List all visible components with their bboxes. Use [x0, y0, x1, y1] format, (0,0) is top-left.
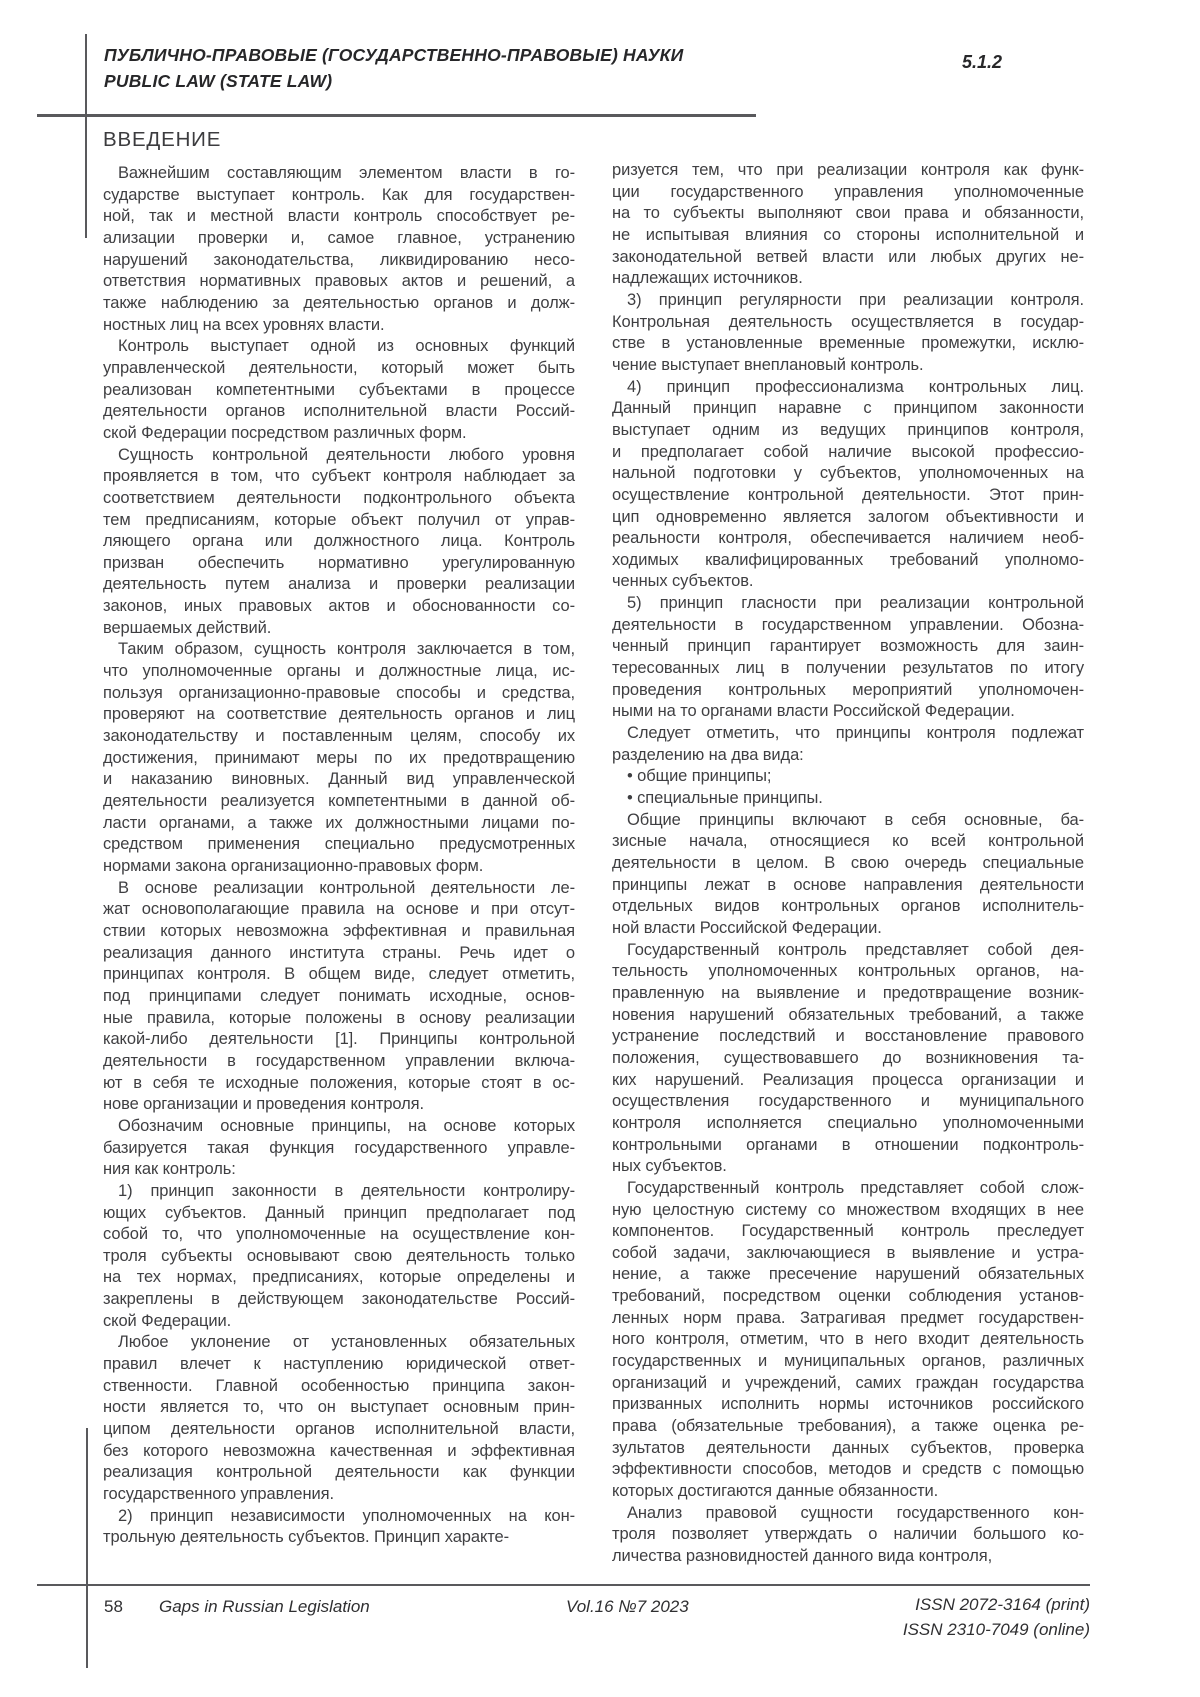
paragraph: Контроль выступает одной из основных функций управленческой деятельности, который может быть реализован компетентными субъектами в процессе деятельности органов исполнительной власти Россий- ской Федерации посредством различных форм.: [103, 337, 575, 442]
paragraph: Анализ правовой сущности государственного кон- троля позволяет утверждать о наличии большого ко- личества разновидностей данного вида контроля,: [612, 1503, 1084, 1565]
footer-divider-rule: [37, 1584, 1090, 1586]
bullet-item: • общие принципы;: [627, 767, 772, 786]
left-margin-rule-top: [85, 34, 87, 238]
left-margin-rule-bottom: [86, 1428, 88, 1668]
page-number: 58: [104, 1597, 123, 1616]
issn-block: [903, 1592, 1090, 1642]
paragraph: Любое уклонение от установленных обязательных правил влечет к наступлению юридической ответ- ственности. Главной особенностью принципа закон- ности является то, что он выступает основным прин- ципом деятельности органов исполнительной власти, без которого невозможна качественная и эффективная реализация контрольной деятельности как функции государственного управления.: [103, 1333, 575, 1504]
right-column: [612, 160, 1084, 1568]
paragraph: Государственный контроль представляет собой дея- тельность уполномоченных контрольных органов, на- правленную на выявление и предотвращение возник- новения нарушений обязательных требований, а также устранение последствий и восстановление правового положения, существовавшего до возникновения та- ких нарушений. Реализация процесса организации и осуществления государственного и муниципального контроля исполняется специально уполномоченными контрольными органами в отношении подконтроль- ных субъектов.: [612, 940, 1084, 1176]
header-divider-rule: [37, 114, 756, 117]
journal-name: Gaps in Russian Legislation: [159, 1597, 370, 1616]
issn-print: ISSN 2072-3164 (print): [915, 1595, 1090, 1614]
paragraph: В основе реализации контрольной деятельности ле- жат основополагающие правила на основе и при отсут- ствии которых невозможна эффективная и правильная реализация данного института страны. Речь идет о принципах контроля. В общем виде, следует отметить, под принципами следует понимать исходные, основ- ные правила, которые положены в основу реализации какой-либо деятельности [1]. Принципы контрольной деятельности в государственном управлении включа- ют в себя те исходные положения, которые стоят в ос- нове организации и проведения контроля.: [103, 878, 575, 1114]
paragraph: Таким образом, сущность контроля заключается в том, что уполномоченные органы и должностные лица, ис- пользуя организационно-правовые способы и средства, проверяют на соответствие деятельность органов и лиц законодательству и поставленным целям, способу их достижения, принимают меры по их предотвращению и наказанию виновных. Данный вид управленческой деятельности реализуется компетентными в данной об- ласти органами, а также их должностными лицами по- средством применения специально предусмотренных нормами закона организационно-правовых форм.: [103, 640, 575, 875]
running-header: [104, 42, 683, 94]
bullet-item: • специальные принципы.: [627, 789, 823, 808]
paragraph: Важнейшим составляющим элементом власти в го- сударстве выступает контроль. Как для государствен- ной, так и местной власти контроль способствует ре- ализации проверки и, самое главное, устранению нарушений законодательства, ликвидированию несо- ответствия нормативных правовых актов и решений, а также наблюдению за деятельностью органов и долж- ностных лиц на всех уровнях власти.: [103, 164, 575, 334]
paragraph: 4) принцип профессионализма контрольных лиц. Данный принцип наравне с принципом законности выступает одним из ведущих принципов контроля, и предполагает собой наличие высокой профессио- нальной подготовки у субъектов, уполномоченных на осуществление контрольной деятельности. Этот прин- цип одновременно является залогом объективности и реальности контроля, обеспечивается наличием необ- ходимых квалифицированных требований уполномо- ченных субъектов.: [612, 377, 1084, 591]
header-title-en: PUBLIC LAW (STATE LAW): [104, 71, 333, 91]
paragraph: Сущность контрольной деятельности любого уровня проявляется в том, что субъект контроля наблюдает за соответствием деятельности подконтрольного объекта тем предписаниям, которые объект получил от управ- ляющего органа или должностного лица. Контроль призван обеспечить нормативно урегулированную деятельность путем анализа и проверки реализации законов, иных правовых актов и обоснованности со- вершаемых действий.: [103, 445, 575, 637]
paragraph: 3) принцип регулярности при реализации контроля. Контрольная деятельность осуществляется в государ- стве в установленные временные промежутки, исклю- чение выступает внеплановый контроль.: [612, 290, 1084, 374]
issue-info: Vol.16 №7 2023: [566, 1597, 689, 1616]
left-column: [103, 163, 575, 1549]
paragraph: 1) принцип законности в деятельности контролиру- ющих субъектов. Данный принцип предполагает под собой то, что уполномоченные на осуществление кон- троля субъекты основывают свою деятельность только на тех нормах, предписаниях, которые определены и закреплены в действующем законодательстве Россий- ской Федерации.: [103, 1181, 575, 1330]
issn-online: ISSN 2310-7049 (online): [902, 1620, 1090, 1639]
paragraph: Государственный контроль представляет собой слож- ную целостную систему со множеством входящих в нее компонентов. Государственный контроль преследует собой задачи, заключающиеся в выявление и устра- нение, а также пресечение нарушений обязательных требований, посредством оценки соблюдения установ- ленных норм права. Затрагивая предмет государствен- ного контроля, отметим, что в него входит деятельность государственных и муниципальных органов, различных организаций и учреждений, самих граждан государства призванных исполнить нормы источников российского права (обязательные требования), а также оценка ре- зультатов деятельности данных субъектов, проверка эффективности способов, методов и средств с помощью которых достигаются данные обязанности.: [612, 1178, 1084, 1501]
paragraph: Обозначим основные принципы, на основе которых базируется такая функция государственного управле- ния как контроль:: [103, 1116, 575, 1179]
specialty-code: 5.1.2: [962, 52, 1003, 72]
header-title-ru: ПУБЛИЧНО-ПРАВОВЫЕ (ГОСУДАРСТВЕННО-ПРАВОВЫЕ) НАУКИ: [104, 45, 684, 65]
paragraph: 5) принцип гласности при реализации контрольной деятельности в государственном управлении. Обозна- ченный принцип гарантирует возможность для заин- тересованных лиц в получении результатов по итогу проведения контрольных мероприятий уполномочен- ными на то органами власти Российской Федерации.: [612, 594, 1084, 721]
introduction-heading: ВВЕДЕНИЕ: [103, 128, 222, 151]
paragraph: Общие принципы включают в себя основные, ба- зисные начала, относящиеся ко всей контрольной деятельности в целом. В свою очередь специальные принципы лежат в основе направления деятельности отдельных видов контрольных органов исполнитель- ной власти Российской Федерации.: [612, 810, 1084, 937]
paragraph: ризуется тем, что при реализации контроля как функ- ции государственного управления уполномоченные на то субъекты выполняют свои права и обязанности, не испытывая влияния со стороны исполнительной и законодательной ветвей власти или любых других не- надлежащих источников.: [612, 161, 1084, 288]
paragraph: 2) принцип независимости уполномоченных на кон- трольную деятельность субъектов. Принцип характе-: [103, 1506, 575, 1547]
paragraph: Следует отметить, что принципы контроля подлежат разделению на два вида:: [612, 724, 1084, 764]
